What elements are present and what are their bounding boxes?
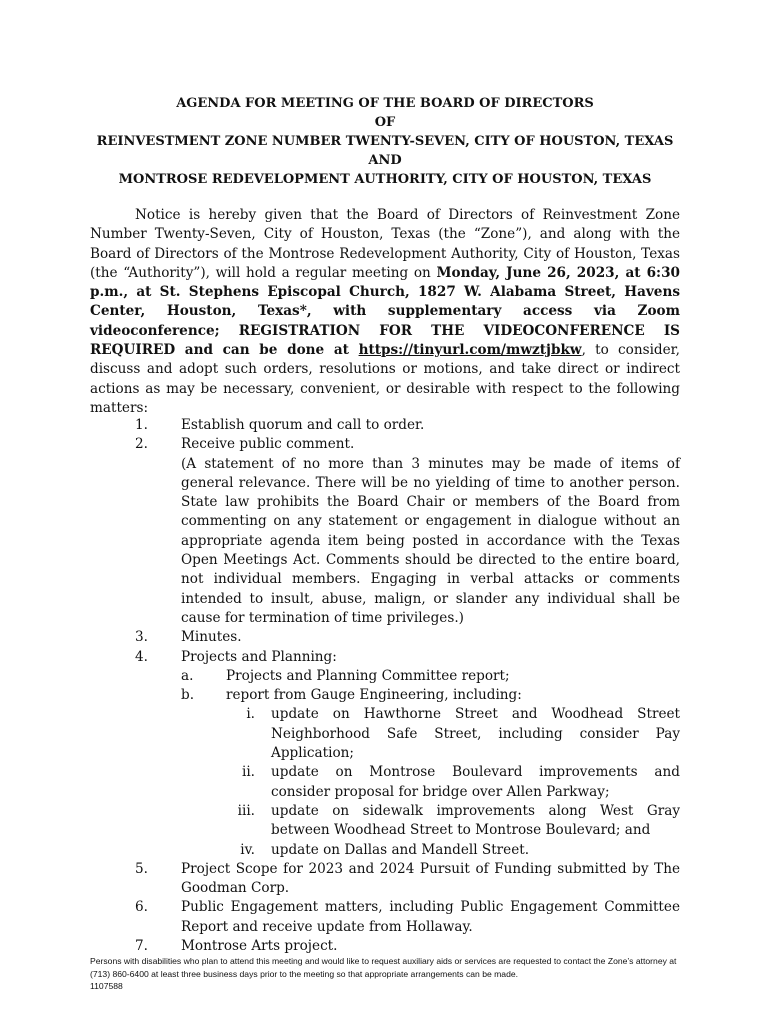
agenda-item [90,898,690,937]
subitem-text: report from Gauge Engineering, including: [226,687,522,704]
item-number: 1. [135,417,148,433]
notice-text-2: , to consider, discuss and adopt such orders, resolutions or motions, and take direct or indirect actions as may be necessary, convenient, or desirable with respect to the following matters: [90,342,680,416]
subsubitem-text: update on Dallas and Mandell Street. [271,841,530,858]
document-id: 1107588 [90,981,123,991]
agenda-subsubitem [181,763,690,802]
subsubitem-text: update on sidewalk improvements along West Gray between Woodhead Street to Montrose Boulevard; and [271,802,680,839]
subsubitem-numeral: ii. [241,764,255,781]
item-text: Public Engagement matters, including Public Engagement Committee Report and receive update from Hollaway. [181,899,680,935]
item-number: 3. [135,629,148,646]
agenda-item [90,435,690,628]
footer-text: Persons with disabilities who plan to attend this meeting and would like to request auxiliary aids or services are requested to contact the Zone’s attorney at (713) 860-6400 at least three business days prior to the meeting so that appropriate arrangements can be made. [90,956,677,979]
agenda-list [90,416,690,956]
subsubitem-numeral: iii. [237,802,255,819]
item-text: Establish quorum and call to order. [181,417,425,433]
item-number: 7. [135,938,148,955]
subitem-letter: a. [181,667,194,684]
accessibility-footer [90,955,682,993]
registration-link[interactable]: https://tinyurl.com/mwztjbkw [358,342,582,359]
subsubitem-text: update on Montrose Boulevard improvements and consider proposal for bridge over Allen Parkway; [271,764,680,800]
agenda-title [60,94,710,189]
notice-meeting-details: Monday, June 26, 2023, at 6:30 p.m., at St. Stephens Episcopal Church, 1827 W. Alabama Street, Havens Center, Houston, Texas*, with supplementary access via Zoom videoconference; REGISTRATION FOR THE VIDEOCONFERENCE IS REQUIRED and can be done at [90,264,680,359]
subsubitem-numeral: iv. [240,841,255,858]
item-text: Projects and Planning: [181,648,337,665]
item-number: 4. [135,648,148,665]
agenda-item [90,937,690,956]
item-number: 2. [135,436,148,453]
title-line-5: MONTROSE REDEVELOPMENT AUTHORITY, CITY OF HOUSTON, TEXAS [118,172,652,187]
item-text: Minutes. [181,629,242,646]
subitem-letter: b. [181,687,195,704]
agenda-subsubitem [181,802,690,841]
item-text: Montrose Arts project. [181,938,338,955]
item-text: Receive public comment. [181,436,355,453]
subsubitem-numeral: i. [246,706,255,723]
agenda-subsubitem [181,841,690,860]
subitem-text: Projects and Planning Committee report; [226,667,510,684]
agenda-item [90,416,690,435]
public-comment-note: (A statement of no more than 3 minutes may be made of items of general relevance. There will be no yielding of time to another person. State law prohibits the Board Chair or members of the Board from commenting on any statement or engagement in dialogue without an appropriate agenda item being posted in accordance with the Texas Open Meetings Act. Comments should be directed to the entire board, not individual members. Engaging in verbal attacks or comments intended to insult, abuse, malign, or slander any individual shall be cause for termination of time privileges.) [181,455,680,626]
agenda-subsubitem [181,705,690,763]
title-line-3: REINVESTMENT ZONE NUMBER TWENTY-SEVEN, CITY OF HOUSTON, TEXAS [96,134,674,149]
agenda-item [90,628,690,647]
title-line-1: AGENDA FOR MEETING OF THE BOARD OF DIRECTORS [176,96,594,111]
agenda-subitem [181,686,690,705]
title-line-4: AND [368,153,402,168]
item-number: 5. [135,860,148,877]
item-text: Project Scope for 2023 and 2024 Pursuit of Funding submitted by The Goodman Corp. [181,860,680,897]
title-line-2: OF [374,115,396,130]
notice-text-1: Notice is hereby given that the Board of Directors of Reinvestment Zone Number Twenty-Seven, City of Houston, Texas (the “Zone”), and along with the Board of Directors of the Montrose Redevelopment Authority, City of Houston, Texas (the “Authority”), will hold a regular meeting on [90,207,680,281]
item-number: 6. [135,899,148,916]
meeting-notice [90,206,680,418]
agenda-item [90,648,690,860]
agenda-item [90,860,690,899]
agenda-subitem [181,667,690,686]
subsubitem-text: update on Hawthorne Street and Woodhead Street Neighborhood Safe Street, including consider Pay Application; [271,706,680,762]
